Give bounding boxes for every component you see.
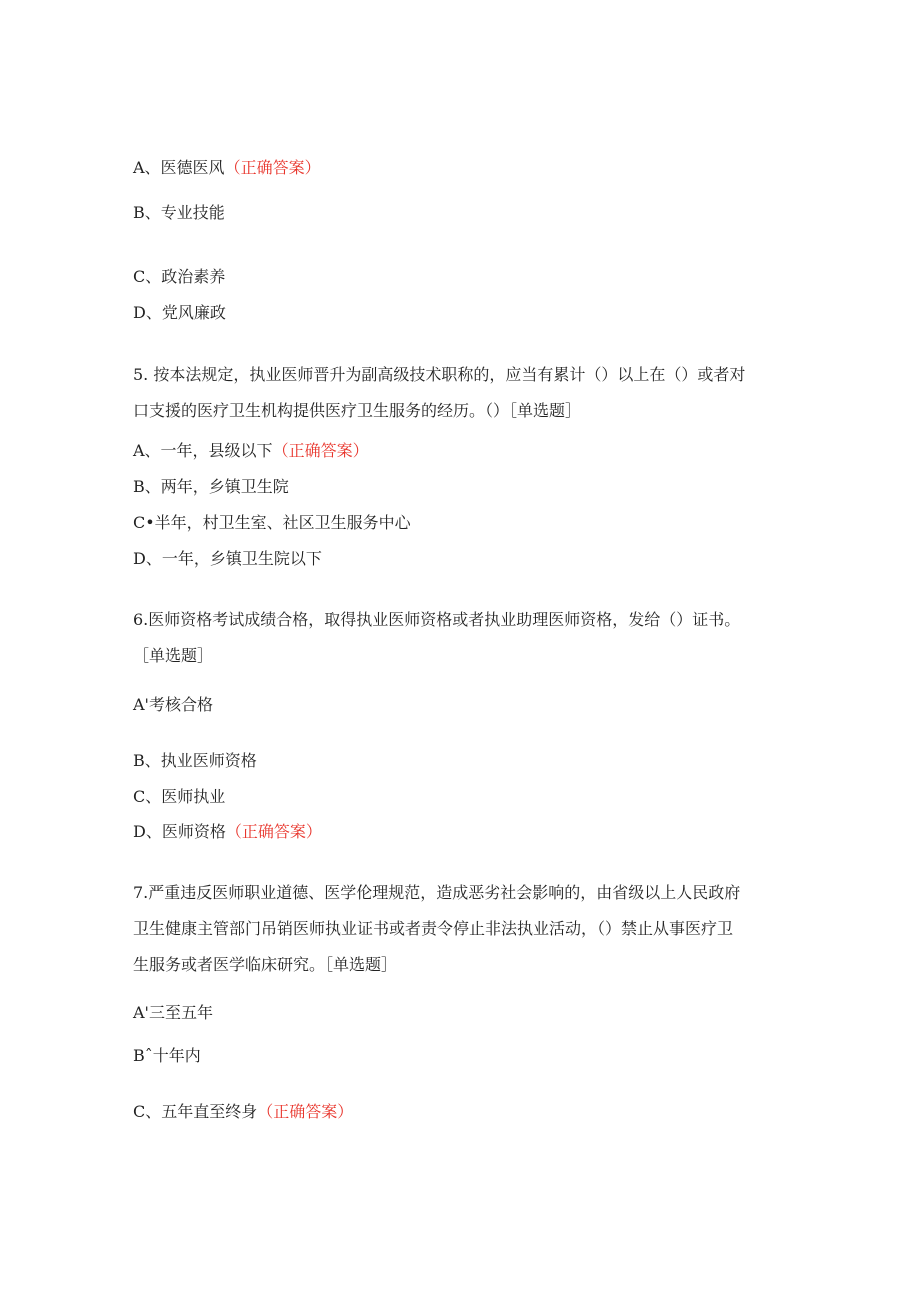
q6-option-d: D、医师资格（正确答案） <box>133 822 322 841</box>
q5-stem-line1: 5. 按本法规定，执业医师晋升为副高级技术职称的，应当有累计（）以上在（）或者对 <box>133 365 746 384</box>
q7-option-b: Bˆ十年内 <box>133 1046 201 1065</box>
q6-stem-line1: 6.医师资格考试成绩合格，取得执业医师资格或者执业助理医师资格，发给（）证书。 <box>133 610 741 629</box>
q5-option-d: D、一年，乡镇卫生院以下 <box>133 549 322 568</box>
q7-stem-line1: 7.严重违反医师职业道德、医学伦理规范，造成恶劣社会影响的，由省级以上人民政府 <box>133 883 741 902</box>
q5-option-c: C•半年，村卫生室、社区卫生服务中心 <box>133 513 411 532</box>
correct-answer-marker: （正确答案） <box>272 441 369 460</box>
q5-stem-line2: 口支援的医疗卫生机构提供医疗卫生服务的经历。（）［单选题］ <box>133 401 582 420</box>
q4-option-d: D、党风廉政 <box>133 303 226 322</box>
correct-answer-marker: （正确答案） <box>257 1102 354 1121</box>
q4-option-c: C、政治素养 <box>133 267 226 286</box>
q6-option-b: B、执业医师资格 <box>133 751 257 770</box>
q4-option-b: B、专业技能 <box>133 203 225 222</box>
q7-stem-line2: 卫生健康主管部门吊销医师执业证书或者责令停止非法执业活动，（）禁止从事医疗卫 <box>133 919 734 938</box>
q7-option-a: A'三至五年 <box>133 1003 213 1022</box>
q6-option-a: A'考核合格 <box>133 695 213 714</box>
q6-stem-line2: ［单选题］ <box>133 646 214 665</box>
q6-option-c: C、医师执业 <box>133 787 226 806</box>
correct-answer-marker: （正确答案） <box>225 822 322 841</box>
q5-option-a: A、一年，县级以下（正确答案） <box>133 441 369 460</box>
q7-stem-line3: 生服务或者医学临床研究。［单选题］ <box>133 955 398 974</box>
q4-option-a: A、医德医风（正确答案） <box>133 158 321 177</box>
q7-option-c: C、五年直至终身（正确答案） <box>133 1102 354 1121</box>
correct-answer-marker: （正确答案） <box>224 158 321 177</box>
q5-option-b: B、两年，乡镇卫生院 <box>133 477 289 496</box>
